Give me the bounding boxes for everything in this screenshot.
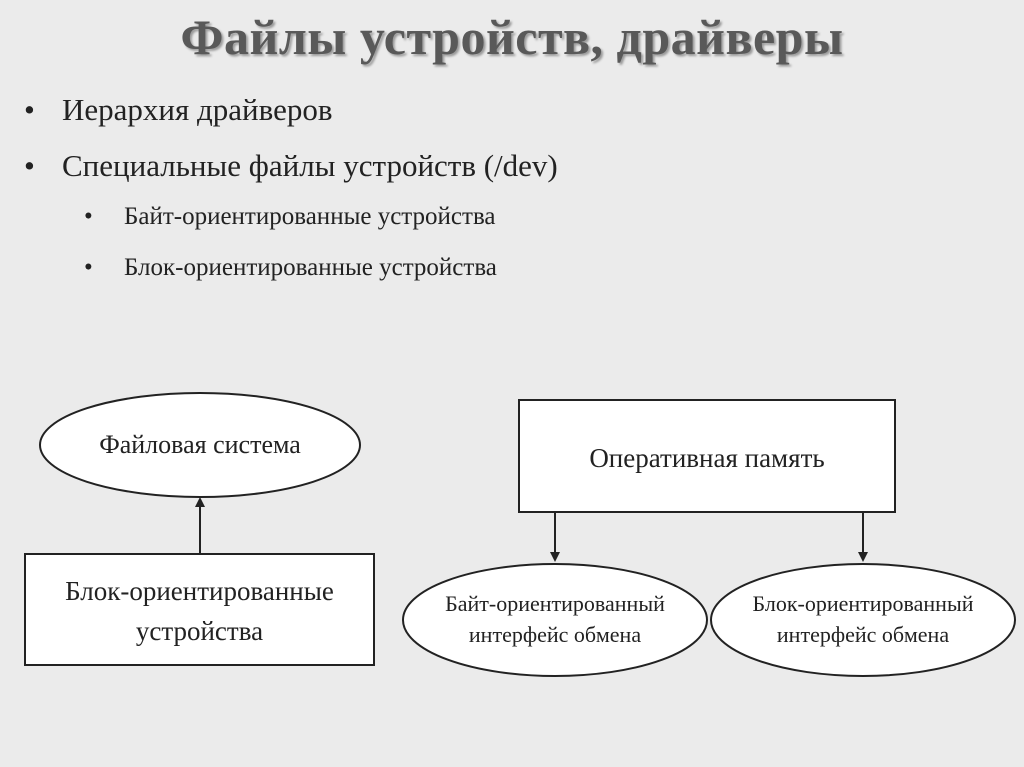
bullet-text: Специальные файлы устройств (/dev) bbox=[62, 148, 558, 183]
ram-label bbox=[519, 432, 895, 484]
byte-interface-text-line2: интерфейс обмена bbox=[468, 622, 642, 647]
ram-text: Оперативная память bbox=[589, 442, 825, 473]
filesystem-text: Файловая система bbox=[99, 430, 301, 459]
block-interface-text-line1: Блок-ориентированный bbox=[752, 591, 974, 616]
bullet-dot: • bbox=[24, 92, 35, 127]
block-interface-text-line2: интерфейс обмена bbox=[776, 622, 950, 647]
block-devices-text-line2: устройства bbox=[135, 616, 264, 646]
byte-interface-label bbox=[403, 586, 707, 652]
slide-title: Файлы устройств, драйверы bbox=[180, 9, 844, 65]
byte-interface-text-line1: Байт-ориентированный bbox=[445, 591, 665, 616]
block-devices-text-line1: Блок-ориентированные bbox=[65, 576, 334, 606]
bullet-text: Иерархия драйверов bbox=[62, 92, 333, 127]
block-devices-label bbox=[25, 566, 374, 656]
subbullet-text: Блок-ориентированные устройства bbox=[124, 254, 497, 281]
bullet-dot: • bbox=[84, 254, 93, 281]
filesystem-label bbox=[40, 420, 360, 470]
bullet-dot: • bbox=[24, 148, 35, 183]
subbullet-text: Байт-ориентированные устройства bbox=[124, 203, 496, 230]
block-interface-label bbox=[711, 586, 1015, 652]
bullet-dot: • bbox=[84, 203, 93, 230]
